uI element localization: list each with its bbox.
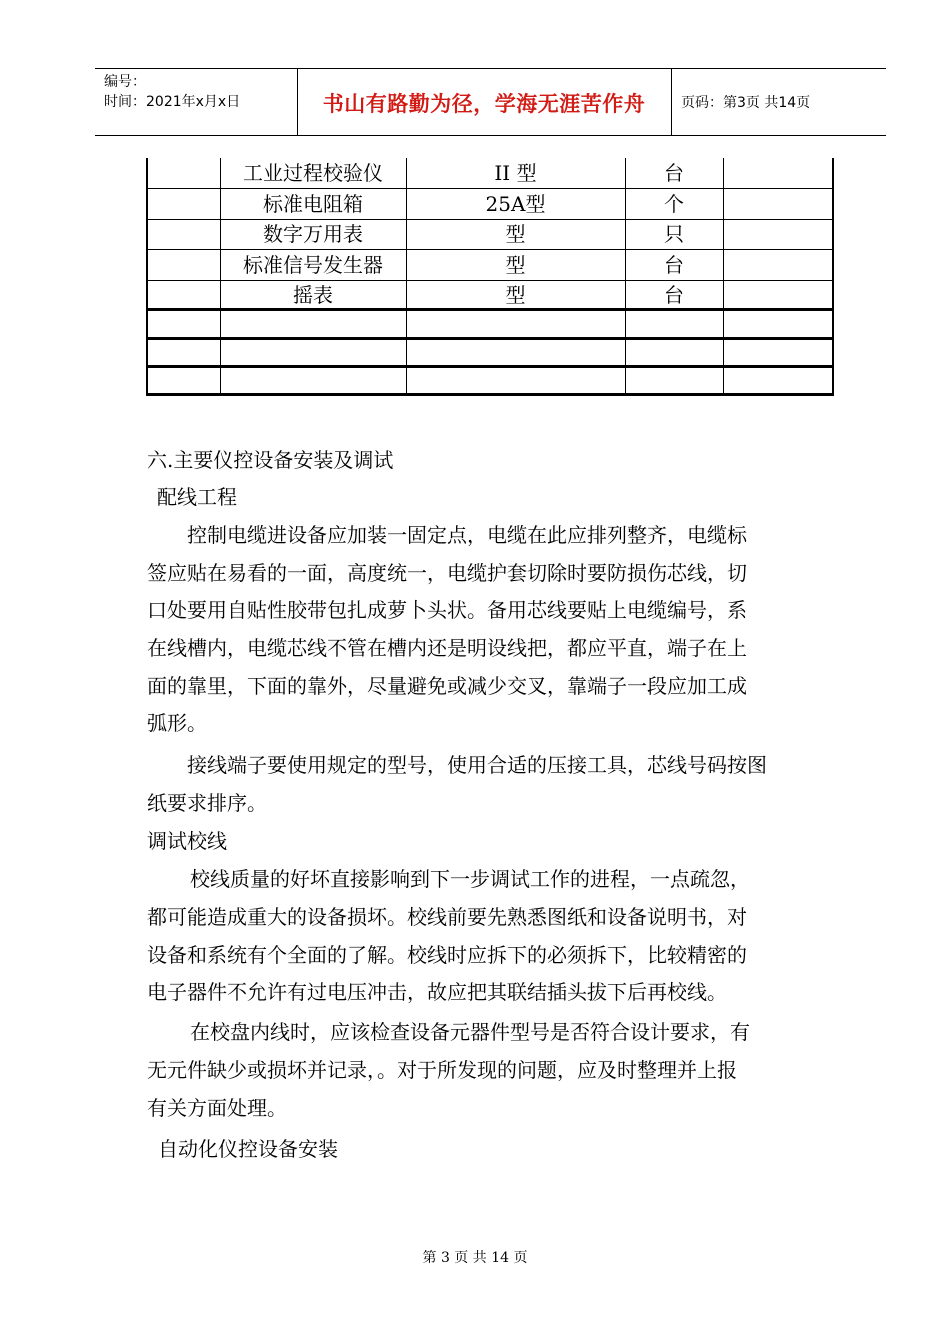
header-meta [104,72,240,112]
header-top-rule [95,68,886,69]
paragraph-line: 控制电缆进设备应加装一固定点，电缆在此应排列整齐，电缆标 [187,523,747,547]
paragraph-line: 无元件缺少或损坏并记录，。对于所发现的问题，应及时整理并上报 [147,1058,737,1082]
table-cell-unit: 个 [664,192,684,216]
table-cell-name: 摇表 [293,283,333,307]
doc-time-label: 时间：2021年x月x日 [104,94,241,110]
table-cell-name: 数字万用表 [263,222,363,246]
table-cell-model: 型 [505,283,526,307]
table-row-divider [146,365,834,368]
paragraph-line: 弧形。 [147,711,207,735]
paragraph-line: 有关方面处理。 [147,1096,287,1120]
header-divider-right [671,68,672,135]
table-cell-unit: 只 [664,222,684,246]
section-title: 六.主要仪控设备安装及调试 [147,448,394,472]
paragraph-line: 接线端子要使用规定的型号，使用合适的压接工具，芯线号码按图 [187,753,767,777]
paragraph-line: 面的靠里，下面的靠外，尽量避免或减少交叉，靠端子一段应加工成 [147,674,747,698]
subsection-title-wiring: 配线工程 [157,485,237,509]
paragraph-line: 纸要求排序。 [147,791,267,815]
subsection-title-calibration: 调试校线 [147,829,227,853]
table-cell-name: 标准电阻箱 [263,192,363,216]
paragraph-line: 都可能造成重大的设备损坏。校线前要先熟悉图纸和设备说明书，对 [147,905,747,929]
paragraph-line: 校线质量的好坏直接影响到下一步调试工作的进程，一点疏忽， [190,867,750,891]
table-cell-name: 标准信号发生器 [243,253,383,277]
table-border-bottom [146,393,834,396]
header-bottom-rule [95,135,886,136]
paragraph-line: 在校盘内线时，应该检查设备元器件型号是否符合设计要求，有 [190,1020,750,1044]
table-cell-unit: 台 [664,283,684,307]
page-footer: 第 3 页 共 14 页 [422,1250,528,1266]
paragraph-line: 在线槽内，电缆芯线不管在槽内还是明设线把，都应平直，端子在上 [147,636,747,660]
table-cell-model: II 型 [494,161,537,185]
header-page-info: 页码：第3页 共14页 [681,95,811,111]
doc-number-label: 编号： [104,74,146,90]
table-cell-model: 型 [505,253,526,277]
equipment-table [146,158,834,396]
table-border-right [832,158,834,396]
table-cell-model: 25A型 [485,192,546,216]
paragraph-line: 设备和系统有个全面的了解。校线时应拆下的必须拆下，比较精密的 [147,943,747,967]
table-row-divider [146,337,834,340]
table-cell-model: 型 [505,222,526,246]
table-cell-unit: 台 [664,253,684,277]
paragraph-line: 签应贴在易看的一面，高度统一，电缆护套切除时要防损伤芯线，切 [147,561,747,585]
subsection-title-automation: 自动化仪控设备安装 [158,1137,338,1161]
table-cell-name: 工业过程校验仪 [243,161,383,185]
header-divider-left [297,68,298,135]
paragraph-line: 口处要用自贴性胶带包扎成萝卜头状。备用芯线要贴上电缆编号，系 [147,598,747,622]
table-cell-unit: 台 [664,161,684,185]
header-motto: 书山有路勤为径，学海无涯苦作舟 [322,92,646,116]
table-border-left [146,158,148,396]
table-col-divider [723,158,724,396]
paragraph-line: 电子器件不允许有过电压冲击，故应把其联结插头拔下后再校线。 [147,980,727,1004]
